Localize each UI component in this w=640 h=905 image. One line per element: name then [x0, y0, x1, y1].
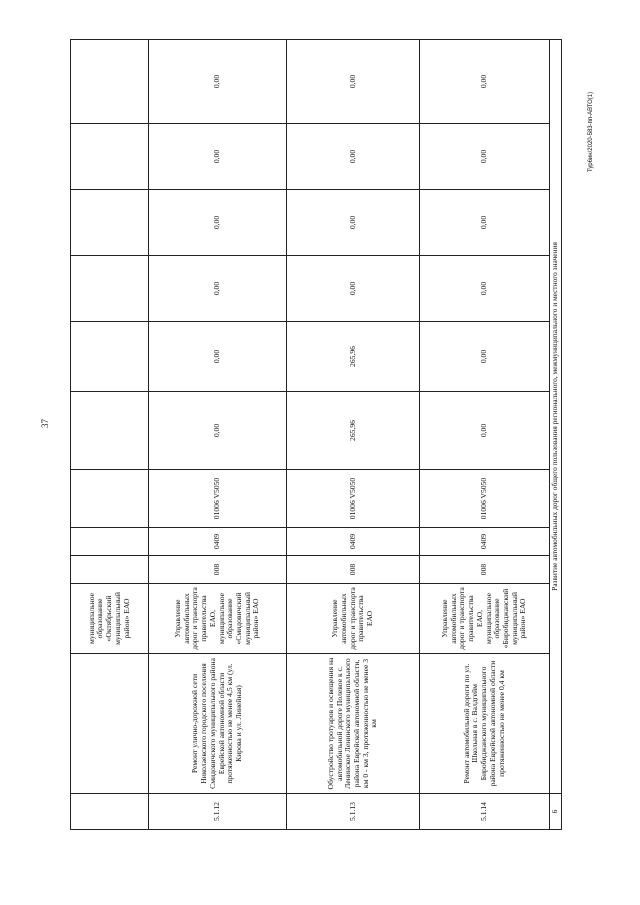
executor: Управление автомобильных дорог и транспорта правительства ЕАО, муниципальное образование «Биробиджанский муниципальный район» ЕАО — [420, 584, 550, 654]
row-number — [71, 794, 149, 830]
year-amount: 0,00 — [149, 190, 287, 256]
table-row — [71, 40, 149, 830]
activity-name: Ремонт улично-дорожной сети Николаевского городского поселения Смидовичского муниципального района Еврейской автономной области протяженностью не менее 4,5 км (ул. Кирова и ул. Линейная) — [149, 654, 287, 794]
year-amount: 0,00 — [149, 40, 287, 124]
year-amount: 0,00 — [149, 322, 287, 392]
total-amount: 0,00 — [149, 392, 287, 470]
year-amount — [71, 256, 149, 322]
executor: Управление автомобильных дорог и транспорта правительства ЕАО — [287, 584, 420, 654]
csr-code: 01006 V5050 — [149, 470, 287, 528]
table-row — [420, 40, 550, 830]
activity-name: Ремонт автомобильной дороги по ул. Школьная в с. Валдгейм Биробиджанского муниципального района Еврейской автономной области протяженностью не менее 0,4 км — [420, 654, 550, 794]
csr-code: 01006 V5050 — [287, 470, 420, 528]
program-activities-table — [70, 39, 562, 830]
year-amount: 0,00 — [149, 124, 287, 190]
rzpr-code: 0409 — [287, 528, 420, 556]
grbs-code — [71, 556, 149, 584]
year-amount: 0,00 — [287, 40, 420, 124]
csr-code — [71, 470, 149, 528]
grbs-code: 008 — [287, 556, 420, 584]
year-amount — [71, 124, 149, 190]
document-code: Тур6ин/2020-583-пп-АВТО(1) — [588, 91, 594, 172]
section-number: 6 — [550, 794, 562, 830]
row-number: 5.1.12 — [149, 794, 287, 830]
year-amount: 0,00 — [420, 190, 550, 256]
year-amount — [71, 322, 149, 392]
row-number: 5.1.13 — [287, 794, 420, 830]
section-row — [550, 40, 562, 830]
total-amount: 265,96 — [287, 392, 420, 470]
year-amount — [71, 40, 149, 124]
year-amount: 0,00 — [420, 322, 550, 392]
year-amount: 0,00 — [420, 40, 550, 124]
page-number: 37 — [40, 419, 50, 428]
total-amount — [71, 392, 149, 470]
row-number: 5.1.14 — [420, 794, 550, 830]
executor: Управление автомобильных дорог и транспорта правительства ЕАО, муниципальное образование «Смидовичский муниципальный район» ЕАО — [149, 584, 287, 654]
year-amount: 0,00 — [287, 256, 420, 322]
executor: муниципальное образование «Октябрьский муниципальный район» ЕАО — [71, 584, 149, 654]
total-amount: 0,00 — [420, 392, 550, 470]
year-amount: 0,00 — [420, 256, 550, 322]
year-amount: 0,00 — [149, 256, 287, 322]
rotated-table-container — [70, 60, 560, 830]
rzpr-code — [71, 528, 149, 556]
year-amount — [71, 190, 149, 256]
activity-name: Обустройство тротуаров и освещения на автомобильной дороге Полевое к с. Ленинское Ленинского муниципального района Еврейской автономной области, км 0 - км 3, протяженностью не менее 3 км — [287, 654, 420, 794]
section-title: Развитие автомобильных дорог общего пользования регионального, межмуниципального и местного значения — [550, 40, 562, 794]
activity-name — [71, 654, 149, 794]
year-amount: 0,00 — [287, 190, 420, 256]
grbs-code: 008 — [420, 556, 550, 584]
csr-code: 01006 V5050 — [420, 470, 550, 528]
year-amount: 265,96 — [287, 322, 420, 392]
table-row — [149, 40, 287, 830]
table-row — [287, 40, 420, 830]
year-amount: 0,00 — [420, 124, 550, 190]
rzpr-code: 0409 — [149, 528, 287, 556]
rzpr-code: 0409 — [420, 528, 550, 556]
year-amount: 0,00 — [287, 124, 420, 190]
grbs-code: 008 — [149, 556, 287, 584]
